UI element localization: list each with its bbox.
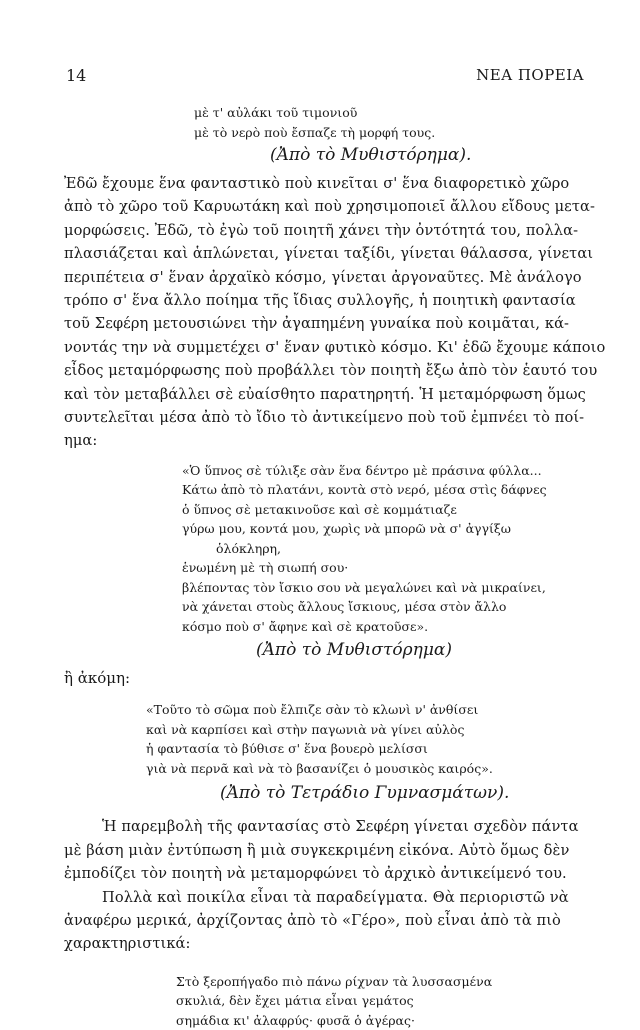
paragraph-line: εἶδος μεταμόρφωσης ποὺ προβάλλει τὸν ποιητὴ ἔξω ἀπὸ τὸν ἑαυτό του xyxy=(64,362,598,380)
verse-line: σκυλιά, δὲν ἔχει μάτια εἶναι γεμάτος xyxy=(176,993,414,1009)
paragraph-line: ἐμποδίζει τὸν ποιητὴ νὰ μεταμορφώνει τὸ ἀρχικὸ ἀντικείμενό του. xyxy=(64,865,567,883)
page-number: 14 xyxy=(66,66,87,85)
verse-line: γιὰ νὰ περνᾶ καὶ νὰ τὸ βασανίζει ὁ μουσικὸς καιρός». xyxy=(146,760,493,776)
verse-line: μὲ τ' αὐλάκι τοῦ τιμονιοῦ xyxy=(194,105,358,120)
paragraph-line: τοῦ Σεφέρη μετουσιώνει τὴν ἀγαπημένη γυναίκα ποὺ κοιμᾶται, κά- xyxy=(64,315,570,333)
paragraph-line: ἀναφέρω μερικά, ἀρχίζοντας ἀπὸ τὸ «Γέρο», ποὺ εἶναι ἀπὸ τὰ πιὸ xyxy=(64,912,561,929)
paragraph-line: χαρακτηριστικά: xyxy=(64,935,191,953)
citation-1: (Ἀπὸ τὸ Μυθιστόρημα). xyxy=(270,145,472,165)
page-header xyxy=(66,66,584,90)
paragraph-line: πλασιάζεται καὶ ἁπλώνεται, γίνεται ταξίδι, γίνεται θάλασσα, γίνεται xyxy=(64,245,594,263)
paragraph-line: καὶ τὸν μεταβάλλει σὲ εὐαίσθητο παρατηρητή. Ἡ μεταμόρφωση ὅμως xyxy=(64,385,586,403)
quote-block-4 xyxy=(176,972,584,1030)
verse-line: κόσμο ποὺ σ' ἄφηνε καὶ σὲ κρατοῦσε». xyxy=(182,618,429,634)
paragraph-line: μορφώσεις. Ἐδῶ, τὸ ἐγὼ τοῦ ποιητῆ χάνει τὴν ὀντότητά του, πολλα- xyxy=(64,221,579,239)
paragraph-line: περιπέτεια σ' ἕναν ἀρχαϊκὸ κόσμο, γίνεται ἀργοναῦτες. Μὲ ἀνάλογο xyxy=(64,268,582,286)
paragraph-2 xyxy=(64,815,584,885)
transition-label: ἢ ἀκόμη: xyxy=(64,669,131,688)
paragraph-line: συντελεῖται μέσα ἀπὸ τὸ ἴδιο τὸ ἀντικείμενο ποὺ τοῦ ἐμπνέει τὸ ποί- xyxy=(64,409,585,427)
paragraph-line: Ἡ παρεμβολὴ τῆς φαντασίας στὸ Σεφέρη γίνεται σχεδὸν πάντα xyxy=(102,818,579,836)
citation-3: (Ἀπὸ τὸ Τετράδιο Γυμνασμάτων). xyxy=(220,783,510,804)
verse-line: Κάτω ἀπὸ τὸ πλατάνι, κοντὰ στὸ νερό, μέσα στὶς δάφνες xyxy=(182,482,547,498)
citation-2: (Ἀπὸ τὸ Μυθιστόρημα) xyxy=(256,640,452,661)
page-body xyxy=(64,103,606,1030)
paragraph-line: ἀπὸ τὸ χῶρο τοῦ Καρυωτάκη καὶ ποὺ χρησιμοποιεῖ ἄλλου εἴδους μετα- xyxy=(64,198,595,216)
running-title: ΝΕΑ ΠΟΡΕΙΑ xyxy=(476,66,584,84)
paragraph-line: Πολλὰ καὶ ποικίλα εἶναι τὰ παραδείγματα. Θὰ περιοριστῶ νὰ xyxy=(102,888,569,906)
verse-line: ἑνωμένη μὲ τὴ σιωπή σου· xyxy=(182,560,349,576)
paragraph-3 xyxy=(64,886,584,956)
paragraph-line: ημα: xyxy=(64,432,98,450)
verse-line: βλέποντας τὸν ἴσκιο σου νὰ μεγαλώνει καὶ νὰ μικραίνει, xyxy=(182,579,546,595)
paragraph-1 xyxy=(64,172,606,453)
verse-line: «Τοῦτο τὸ σῶμα ποὺ ἔλπιζε σὰν τὸ κλωνὶ ν' ἀνθίσει xyxy=(146,702,479,718)
verse-line: ὁ ὕπνος σὲ μετακινοῦσε καὶ σὲ κομμάτιαζε xyxy=(182,501,457,517)
paragraph-line: μὲ βάση μιὰν ἐντύπωση ἢ μιὰ συγκεκριμένη εἰκόνα. Αὐτὸ ὅμως δὲν xyxy=(64,841,570,859)
paragraph-line: νοντάς την νὰ συμμετέχει σ' ἕναν φυτικὸ κόσμο. Κι' ἐδῶ ἔχουμε κάποιο xyxy=(64,338,606,356)
verse-line: γύρω μου, κοντά μου, χωρὶς νὰ μπορῶ νὰ σ' ἀγγίξω xyxy=(182,521,511,537)
verse-line: ἡ φαντασία τὸ βύθισε σ' ἕνα βουερὸ μελίσσι xyxy=(146,741,428,757)
quote-block-1 xyxy=(194,103,584,142)
paragraph-line: Ἐδῶ ἔχουμε ἕνα φανταστικὸ ποὺ κινεῖται σ' ἕνα διαφορετικὸ χῶρο xyxy=(64,175,570,192)
quote-block-2 xyxy=(182,461,584,637)
verse-line: σημάδια κι' ἀλαφρύς· φυσᾶ ὁ ἀγέρας· xyxy=(176,1012,415,1028)
paragraph-line: τρόπο σ' ἕνα ἄλλο ποίημα τῆς ἴδιας συλλογῆς, ἡ ποιητικὴ φαντασία xyxy=(64,292,576,310)
verse-line: «Ὁ ὕπνος σὲ τύλιξε σὰν ἕνα δέντρο μὲ πράσινα φύλλα... xyxy=(182,462,542,478)
verse-line: νὰ χάνεται στοὺς ἄλλους ἴσκιους, μέσα στὸν ἄλλο xyxy=(182,599,507,615)
verse-line: καὶ νὰ καρπίσει καὶ στὴν παγωνιὰ νὰ γίνει αὐλὸς xyxy=(146,721,465,737)
verse-line: μὲ τὸ νερὸ ποὺ ἔσπαζε τὴ μορφή τους. xyxy=(194,124,436,140)
verse-line: ὁλόκληρη, xyxy=(216,540,282,556)
quote-block-3 xyxy=(146,700,584,778)
verse-line: Στὸ ξεροπήγαδο πιὸ πάνω ρίχναν τὰ λυσσασμένα xyxy=(176,973,493,989)
